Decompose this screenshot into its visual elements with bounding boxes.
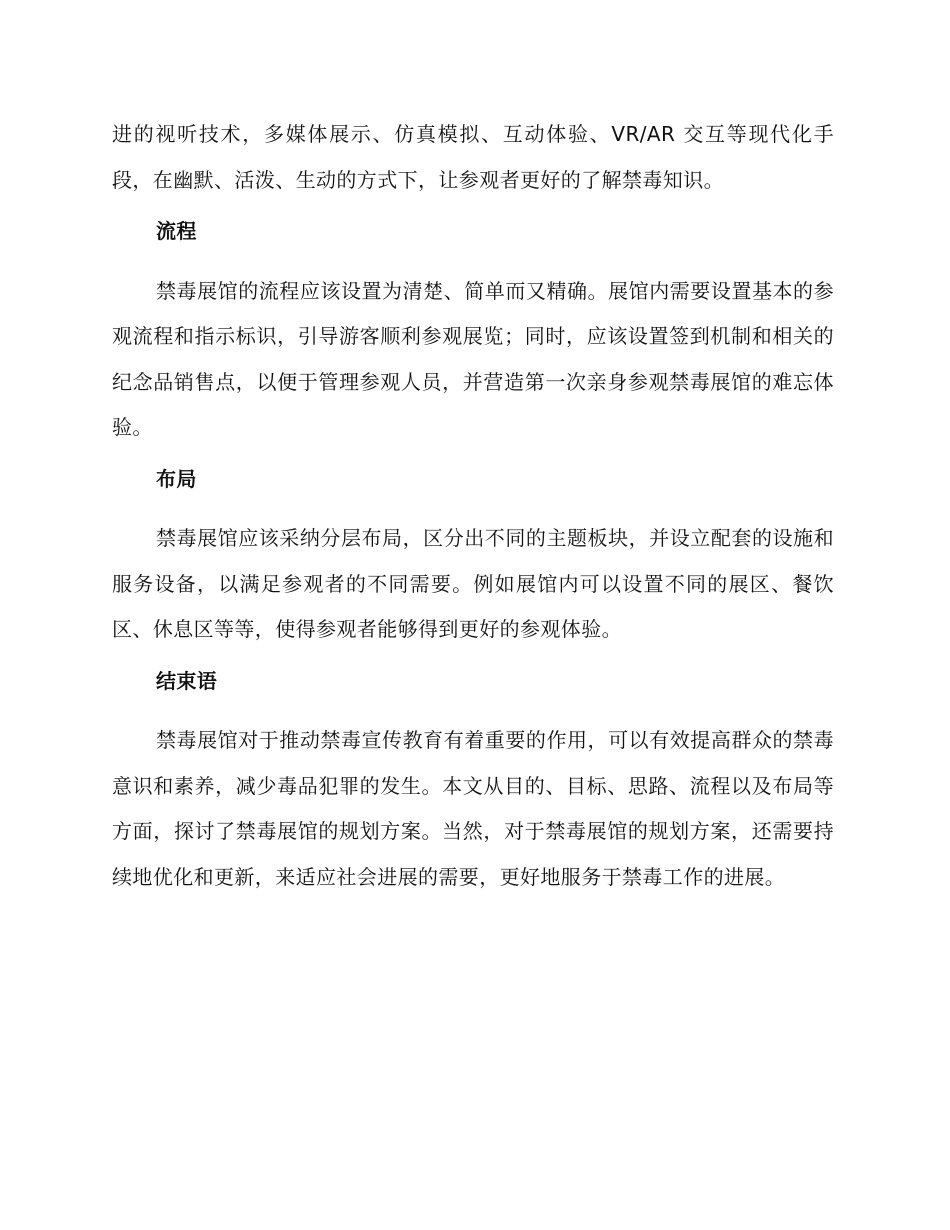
section-body-process: 禁毒展馆的流程应该设置为清楚、简单而又精确。展馆内需要设置基本的参观流程和指示标识，引导游客顺利参观展览；同时，应该设置签到机制和相关的纪念品销售点，以便于管理参观人员，并营造第一次亲身参观禁毒展馆的难忘体验。 bbox=[112, 278, 834, 439]
section-body-conclusion: 禁毒展馆对于推动禁毒宣传教育有着重要的作用，可以有效提高群众的禁毒意识和素养，减少毒品犯罪的发生。本文从目的、目标、思路、流程以及布局等方面，探讨了禁毒展馆的规划方案。当然，对于禁毒展馆的规划方案，还需要持续地优化和更新，来适应社会进展的需要，更好地服务于禁毒工作的进展。 bbox=[112, 728, 834, 889]
section-heading-process: 流程 bbox=[156, 219, 197, 243]
section-heading-conclusion: 结束语 bbox=[156, 668, 218, 693]
section-heading-layout: 布局 bbox=[156, 466, 197, 491]
document-body bbox=[112, 112, 834, 900]
section-body-layout: 禁毒展馆应该采纳分层布局，区分出不同的主题板块，并设立配套的设施和服务设备，以满足参观者的不同需要。例如展馆内可以设置不同的展区、餐饮区、休息区等等，使得参观者能够得到更好的参观体验。 bbox=[112, 526, 834, 641]
intro-paragraph: 进的视听技术，多媒体展示、仿真模拟、互动体验、VR/AR 交互等现代化手段，在幽默、活泼、生动的方式下，让参观者更好的了解禁毒知识。 bbox=[112, 122, 834, 192]
